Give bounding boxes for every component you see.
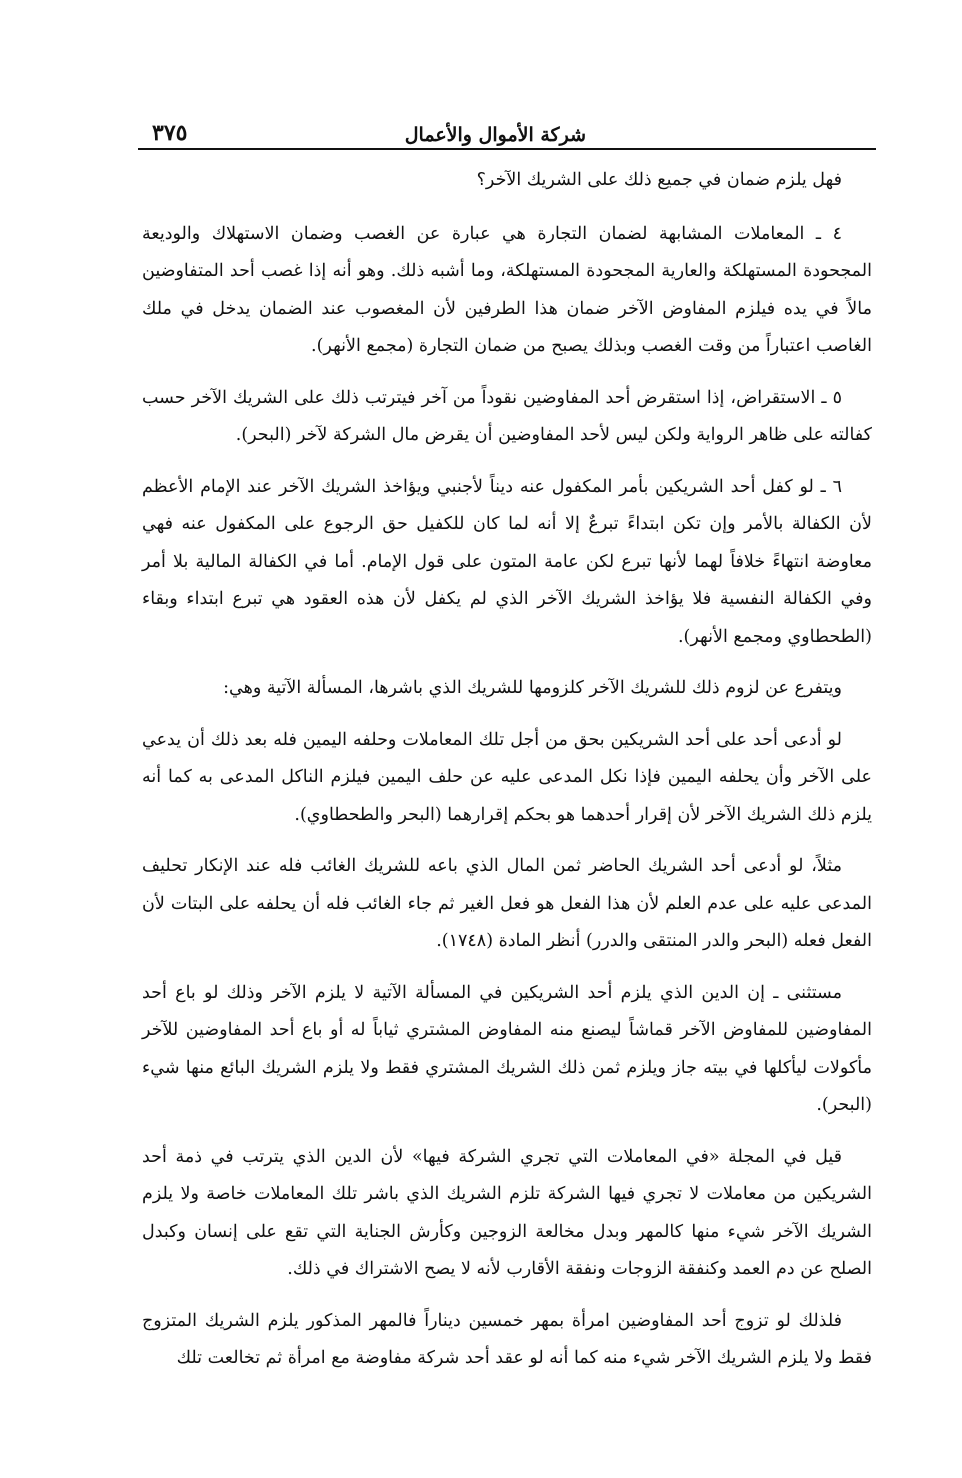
paragraph-oath: لو أدعى أحد على أحد الشريكين بحق من أجل تلك المعاملات وحلفه اليمين فله بعد ذلك أن يدعي على الآخر وأن يحلفه اليمين فإذا نكل المدعى عليه عن حلف اليمين فيلزم الناكل المدعى به كما أنه يلزم ذلك الشريك الآخر لأن إقرار أحدهما هو بحكم إقرارهما (البحر والطحطاوي).: [142, 729, 872, 825]
paragraph-derived-issue: ويتفرع عن لزوم ذلك للشريك الآخر كلزومها للشريك الذي باشرها، المسألة الآتية وهي:: [223, 678, 842, 698]
paragraph-exception: مستثنى ـ إن الدين الذي يلزم أحد الشريكين في المسألة الآتية لا يلزم الآخر وذلك لو باع أحد المفاوضين للمفاوض الآخر قماشاً ليصنع منه المفاوض المشتري ثياباً له أو باع أحد المفاوضين للآخر مأكولات ليأكلها في بيته جاز ويلزم ثمن ذلك الشريك المشتري فقط ولا يلزم الشريك البائع منها شيء (البحر).: [142, 982, 872, 1115]
paragraph-item-4: ٤ ـ المعاملات المشابهة لضمان التجارة هي عبارة عن الغصب وضمان الاستهلاك والوديعة المجحودة المستهلكة والعارية المجحودة المستهلكة، وما أشبه ذلك. وهو أنه إذا غصب أحد المتفاوضين مالاً في يده فيلزم المفاوض الآخر ضمان هذا الطرفين لأن المغصوب عند الضمان يدخل في ملك الغاصب اعتباراً من وقت الغصب وبذلك يصبح من ضمان التجارة (مجمع الأنهر).: [142, 223, 872, 356]
paragraph-example: مثلاً، لو أدعى أحد الشريك الحاضر ثمن المال الذي باعه للشريك الغائب فله عند الإنكار تحليف المدعى عليه على عدم العلم لأن هذا الفعل هو فعل الغير ثم جاء الغائب فله أن يحلفه على البتات لأن الفعل فعله (البحر والدر المنتقى والدرر) أنظر المادة (١٧٤٨).: [142, 856, 872, 951]
body-text: [138, 162, 876, 1378]
paragraph-question: فهل يلزم ضمان في جميع ذلك على الشريك الآخر؟: [476, 170, 842, 190]
paragraph-item-6: ٦ ـ لو كفل أحد الشريكين بأمر المكفول عنه ديناً لأجنبي ويؤاخذ الشريك الآخر عند الإمام الأعظم لأن الكفالة بالأمر وإن تكن ابتداءً تبرعٌ إلا أنه لما كان للكفيل حق الرجوع على المكفول عنه فهي معاوضة انتهاءً خلافاً لهما لأنها تبرع لكن عامة المتون على قول الإمام. أما في الكفالة المالية بلا أمر وفي الكفالة النفسية فلا يؤاخذ الشريك الآخر الذي لم يكفل لأن هذه العقود هي تبرع ابتداء وبقاء (الطحطاوي ومجمع الأنهر).: [142, 476, 872, 647]
book-page: [138, 112, 876, 1392]
page-header: [138, 112, 876, 150]
paragraph-item-5: ٥ ـ الاستقراض، إذا استقرض أحد المفاوضين نقوداً من آخر فيترتب ذلك على الشريك الآخر حسب كفالته على ظاهر الرواية ولكن ليس لأحد المفاوضين أن يقرض مال الشركة لآخر (البحر).: [142, 387, 872, 445]
page-number: ٣٧٥: [152, 120, 188, 146]
paragraph-marriage: فلذلك لو تزوج أحد المفاوضين امرأة بمهر خمسين ديناراً فالمهر المذكور يلزم الشريك المتزوج فقط ولا يلزم الشريك الآخر شيء منه كما أنه لو عقد أحد شركة مفاوضة مع امرأة ثم تخالعت تلك: [142, 1310, 872, 1368]
paragraph-majalla: قيل في المجلة «في المعاملات التي تجري الشركة فيها» لأن الدين الذي يترتب في ذمة أحد الشريكين من معاملات لا تجري فيها الشركة تلزم الشريك الذي باشر تلك المعاملات خاصة ولا يلزم الشريك الآخر شيء منها كالمهر وبدل مخالعة الزوجين وكأرش الجناية التي تقع على إنسان وكبدل الصلح عن دم العمد وكنفقة الزوجات ونفقة الأقارب لأنه لا يصح الاشتراك في ذلك.: [142, 1146, 872, 1279]
running-title: شركة الأموال والأعمال: [404, 124, 586, 146]
